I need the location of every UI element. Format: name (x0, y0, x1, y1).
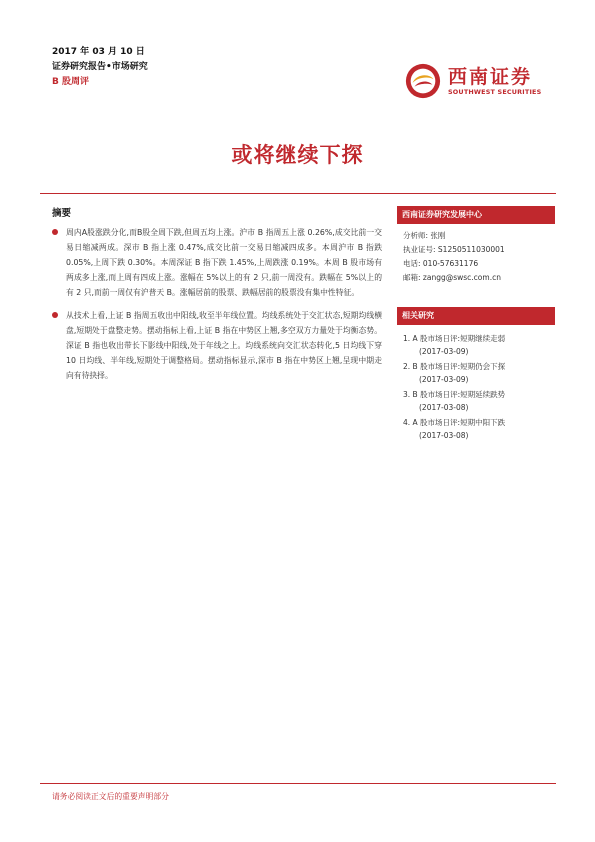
bullet-dot-icon (52, 229, 58, 235)
related-research-title: 相关研究 (397, 307, 555, 325)
summary-bullet (52, 308, 382, 383)
analyst-name: 分析师: 张刚 (403, 231, 446, 240)
logo-name-en: SOUTHWEST SECURITIES (448, 88, 542, 96)
analyst-phone: 电话: 010-57631176 (403, 259, 479, 268)
summary-heading: 摘要 (52, 208, 72, 219)
related-item[interactable] (397, 332, 555, 358)
sidebar (397, 206, 555, 444)
report-date: 2017 年 03 月 10 日 (52, 47, 145, 57)
report-section: B 股周评 (52, 77, 89, 87)
analyst-info (397, 224, 555, 291)
logo-name-cn: 西南证券 (448, 66, 533, 88)
related-item-title: 4. A 股市场日评:短期中阳下跌 (403, 418, 506, 427)
research-center-title: 西南证券研究发展中心 (397, 206, 555, 224)
related-item-date: (2017-03-09) (419, 347, 469, 356)
analyst-license: 执业证号: S1250511030001 (403, 245, 505, 254)
related-item-date: (2017-03-08) (419, 431, 469, 440)
title-divider (40, 193, 556, 194)
related-item-date: (2017-03-09) (419, 375, 469, 384)
bullet-dot-icon (52, 312, 58, 318)
related-item[interactable] (397, 416, 555, 442)
analyst-email[interactable]: 邮箱: zangg@swsc.com.cn (403, 273, 501, 282)
summary-bullet-text: 从技术上看,上证 B 指周五收出中阳线,收至半年线位置。均线系统处于交汇状态,短期均线横盘,短期处于盘整走势。摆动指标上看,上证 B 指在中势区上翘,多空双方力量处于均衡态势。深证 B 指也收出带长下影线中阳线,处于年线之上。均线系统向交汇状态转化,5 日均线下穿 10 日均线、半年线,短期处于调整格局。摆动指标显示,深市 B 指在中势区上翘,呈现中期走向有待抉择。 (66, 311, 382, 380)
related-item-date: (2017-03-08) (419, 403, 469, 412)
summary-bullet-text: 周内A股涨跌分化,而B股全周下跌,但周五均上涨。沪市 B 指周五上涨 0.26%,成交比前一交易日缩减两成。深市 B 指上涨 0.47%,成交比前一交易日缩减四成多。本周沪市 B 指跌 0.05%,上周下跌 0.30%。本周深证 B 指下跌 1.45%,上周跌涨 0.19%。本周 B 股市场有两成多上涨,而上周有四成上涨。涨幅在 5%以上的有 2 只,前一周没有。跌幅在 5%以上的有 2 只,而前一周仅有沪普天 B。涨幅居前的股票、跌幅居前的股票没有集中性特征。 (66, 228, 382, 297)
report-header (52, 45, 148, 90)
southwest-securities-logo-icon (404, 62, 442, 100)
related-item-title: 2. B 股市场日评:短期仍会下探 (403, 362, 506, 371)
related-item-title: 1. A 股市场日评:短期继续走弱 (403, 334, 506, 343)
company-logo (404, 60, 554, 104)
report-title: 或将继续下探 (231, 142, 364, 167)
report-type: 证券研究报告•市场研究 (52, 62, 148, 72)
related-item[interactable] (397, 360, 555, 386)
related-research (397, 307, 555, 442)
related-list (397, 325, 555, 442)
footer-disclaimer: 请务必阅读正文后的重要声明部分 (52, 792, 169, 801)
related-item-title: 3. B 股市场日评:短期延续跌势 (403, 390, 506, 399)
summary-bullet (52, 225, 382, 300)
footer-divider (40, 783, 556, 784)
summary-section (52, 205, 382, 391)
related-item[interactable] (397, 388, 555, 414)
